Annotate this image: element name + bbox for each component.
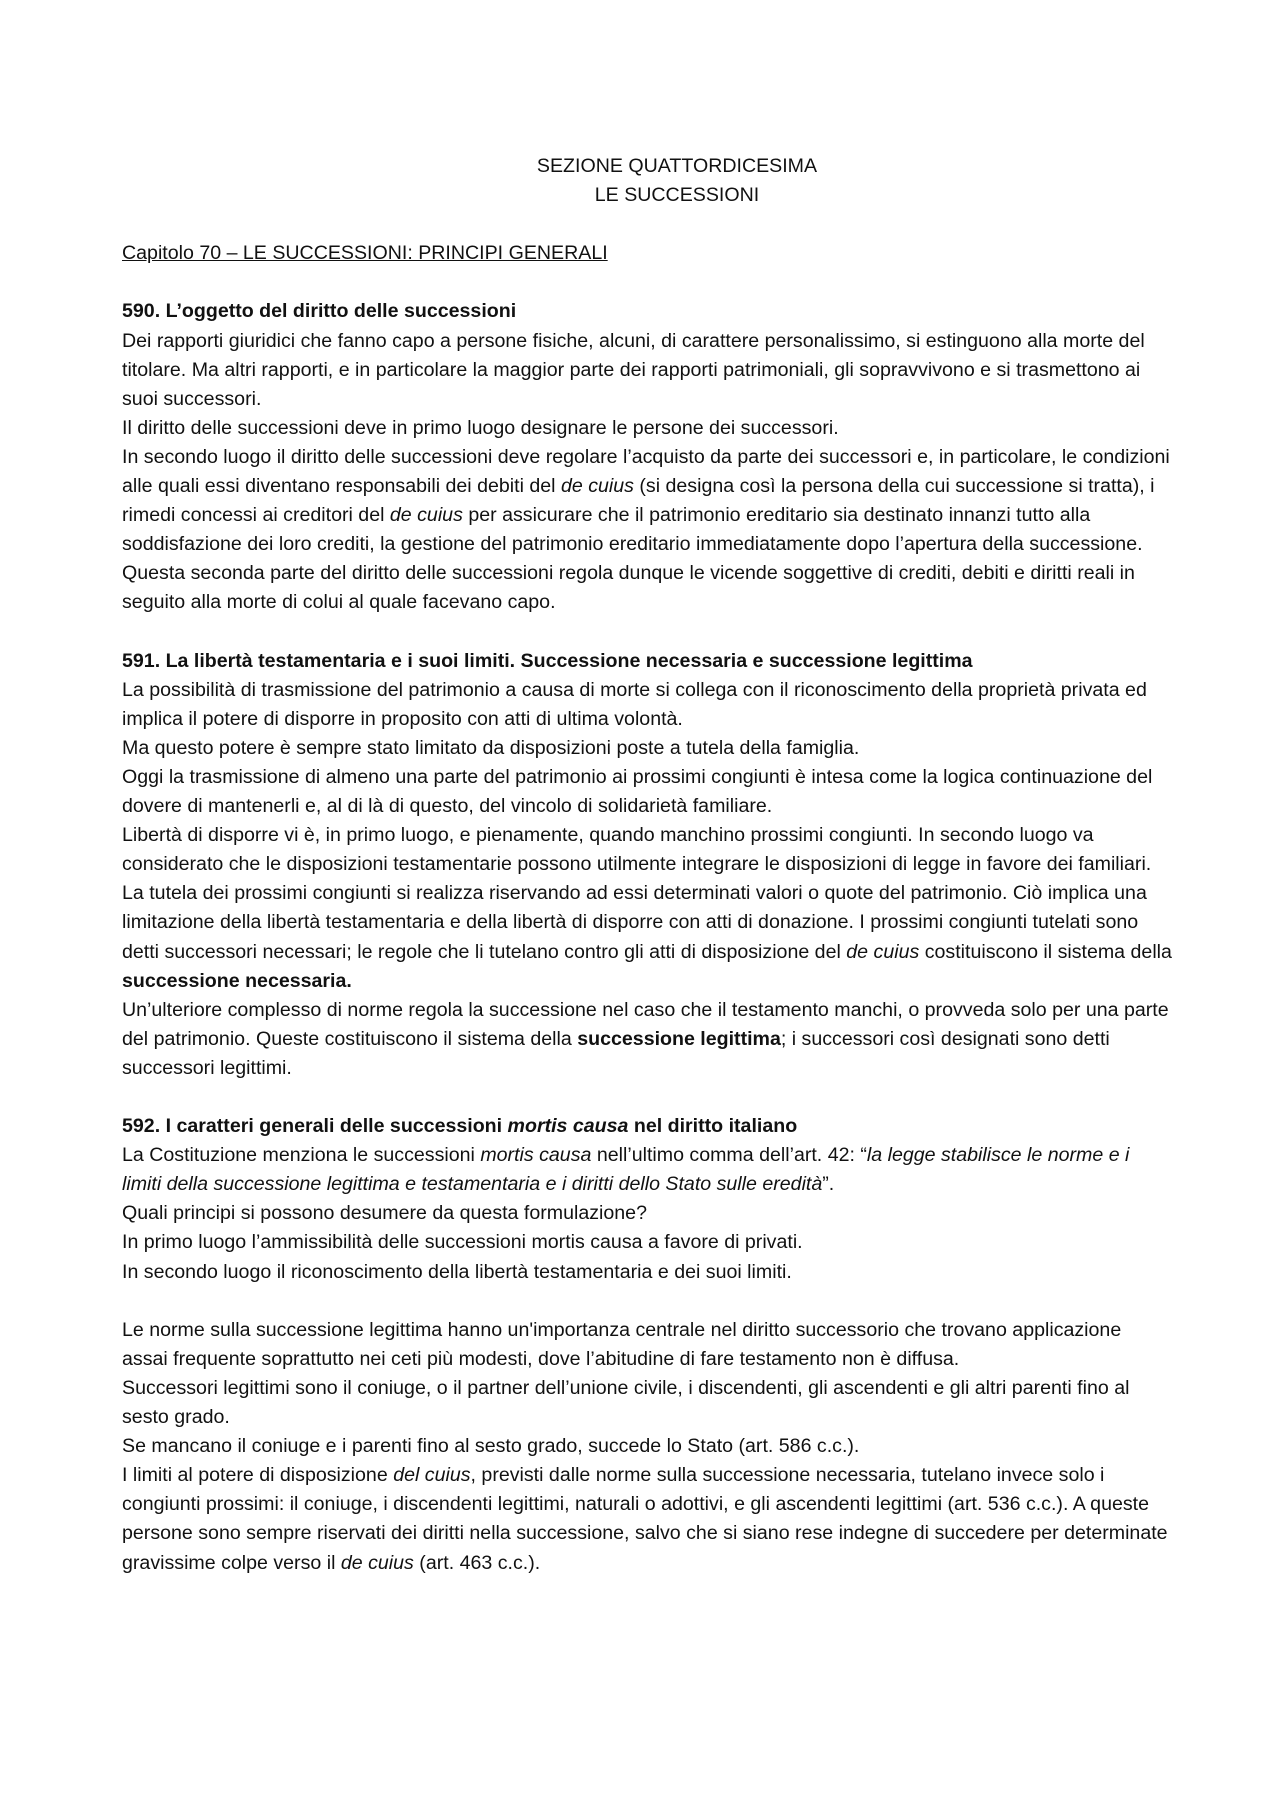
italic-quote: la legge stabilisce le norme e i limiti della successione legittima e testamentaria e i diritti dello Stato sulle eredità <box>122 1144 1130 1196</box>
paragraph-592-8 <box>122 1461 1172 1577</box>
paragraph-592-3: In primo luogo l’ammissibilità delle successioni mortis causa a favore di privati. <box>122 1231 803 1254</box>
paragraph-591-5 <box>122 879 1172 995</box>
text: ”. <box>822 1173 835 1196</box>
text: Un’ulteriore complesso di norme regola la successione nel caso che il testamento manchi, o provveda solo per una parte del patrimonio. Queste costituiscono il sistema della <box>122 998 1169 1050</box>
section-label: SEZIONE QUATTORDICESIMA <box>536 155 818 177</box>
text: ; i successori così designati sono detti successori legittimi. <box>122 1027 1110 1079</box>
text: costituiscono il sistema della <box>919 940 1172 963</box>
paragraph-592-4: In secondo luogo il riconoscimento della libertà testamentaria e dei suoi limiti. <box>122 1260 792 1283</box>
text: La tutela dei prossimi congiunti si realizza riservando ad essi determinati valori o quote del patrimonio. Ciò implica una limitazione della libertà testamentaria e della libertà di disporre con atti di donazione. I prossimi congiunti tutelati sono detti successori necessari; le regole che li tutelano contro gli atti di disposizione del <box>122 882 1147 963</box>
section-title: LE SUCCESSIONI <box>594 184 760 207</box>
spacer <box>122 210 1172 239</box>
paragraph-592-7: Se mancano il coniuge e i parenti fino al sesto grado, succede lo Stato (art. 586 c.c.). <box>122 1435 860 1458</box>
bold-term: successione necessaria. <box>122 969 352 992</box>
text: La Costituzione menziona le successioni <box>122 1144 481 1167</box>
document-page <box>122 152 1172 1578</box>
spacer <box>122 618 1172 647</box>
text: I limiti al potere di disposizione <box>122 1464 394 1487</box>
italic-term: de cuius <box>560 475 634 498</box>
text: nel diritto italiano <box>628 1115 798 1138</box>
spacer <box>122 268 1172 297</box>
text: (si designa così la persona della cui successione si tratta), i rimedi concessi ai creditori del <box>122 475 1155 527</box>
text: 592. I caratteri generali delle successioni <box>122 1115 508 1138</box>
paragraph-591-4: Libertà di disporre vi è, in primo luogo, e pienamente, quando manchino prossimi congiunti. In secondo luogo va considerato che le disposizioni testamentarie possono utilmente integrare le disposizioni di legge in favore dei familiari. <box>122 824 1152 876</box>
chapter-title: Capitolo 70 – LE SUCCESSIONI: PRINCIPI GENERALI <box>122 242 608 265</box>
heading-590: 590. L’oggetto del diritto delle successioni <box>122 300 517 323</box>
paragraph-592-2: Quali principi si possono desumere da questa formulazione? <box>122 1202 647 1225</box>
text: In secondo luogo il diritto delle successioni deve regolare l’acquisto da parte dei successori e, in particolare, le condizioni alle quali essi diventano responsabili dei debiti del <box>122 445 1170 498</box>
spacer <box>122 1083 1172 1112</box>
italic-term: del cuius <box>393 1464 471 1487</box>
text: , previsti dalle norme sulla successione necessaria, tutelano invece solo i congiunti prossimi: il coniuge, i discendenti legittimi, naturali o adottivi, e gli ascendenti legittimi (art. 536 c.c.). A queste persone sono sempre riservati dei diritti nella successione, salvo che si siano rese indegne di succedere per determinate gravissime colpe verso il <box>122 1464 1168 1574</box>
paragraph-591-6 <box>122 996 1172 1083</box>
heading-592 <box>122 1112 1172 1141</box>
spacer <box>122 1287 1172 1316</box>
italic-term: mortis causa <box>507 1115 629 1138</box>
italic-term: mortis causa <box>480 1144 592 1167</box>
text: per assicurare che il patrimonio ereditario sia destinato innanzi tutto alla soddisfazione dei loro crediti, la gestione del patrimonio ereditario immediatamente dopo l’apertura della successione. <box>122 504 1143 556</box>
paragraph-590-1: Dei rapporti giuridici che fanno capo a persone fisiche, alcuni, di carattere personalissimo, si estinguono alla morte del titolare. Ma altri rapporti, e in particolare la maggior parte dei rapporti patrimoniali, gli sopravvivono e si trasmettono ai suoi successori. <box>122 329 1145 410</box>
paragraph-590-2: Il diritto delle successioni deve in primo luogo designare le persone dei successori. <box>122 416 839 439</box>
bold-term: successione legittima <box>577 1027 781 1050</box>
heading-591: 591. La libertà testamentaria e i suoi limiti. Successione necessaria e successione legittima <box>122 649 973 672</box>
paragraph-591-1: La possibilità di trasmissione del patrimonio a causa di morte si collega con il riconoscimento della proprietà privata ed implica il potere di disporre in proposito con atti di ultima volontà. <box>122 678 1147 730</box>
paragraph-592-1 <box>122 1141 1172 1199</box>
paragraph-592-6: Successori legittimi sono il coniuge, o il partner dell’unione civile, i discendenti, gli ascendenti e gli altri parenti fino al sesto grado. <box>122 1376 1130 1429</box>
italic-term: de cuius <box>389 504 463 527</box>
italic-term: de cuius <box>846 940 920 963</box>
paragraph-592-5: Le norme sulla successione legittima hanno un'importanza centrale nel diritto successorio che trovano applicazione assai frequente soprattutto nei ceti più modesti, dove l’abitudine di fare testamento non è diffusa. <box>122 1318 1122 1370</box>
paragraph-591-2: Ma questo potere è sempre stato limitato da disposizioni poste a tutela della famiglia. <box>122 736 860 759</box>
paragraph-590-3 <box>122 443 1172 559</box>
italic-term: de cuius <box>340 1551 414 1574</box>
paragraph-590-4: Questa seconda parte del diritto delle successioni regola dunque le vicende soggettive di crediti, debiti e diritti reali in seguito alla morte di colui al quale facevano capo. <box>122 562 1135 614</box>
text: (art. 463 c.c.). <box>413 1551 541 1574</box>
text: nell’ultimo comma dell’art. 42: “ <box>591 1144 867 1167</box>
paragraph-591-3: Oggi la trasmissione di almeno una parte del patrimonio ai prossimi congiunti è intesa come la logica continuazione del dovere di mantenerli e, al di là di questo, del vincolo di solidarietà familiare. <box>122 765 1153 818</box>
